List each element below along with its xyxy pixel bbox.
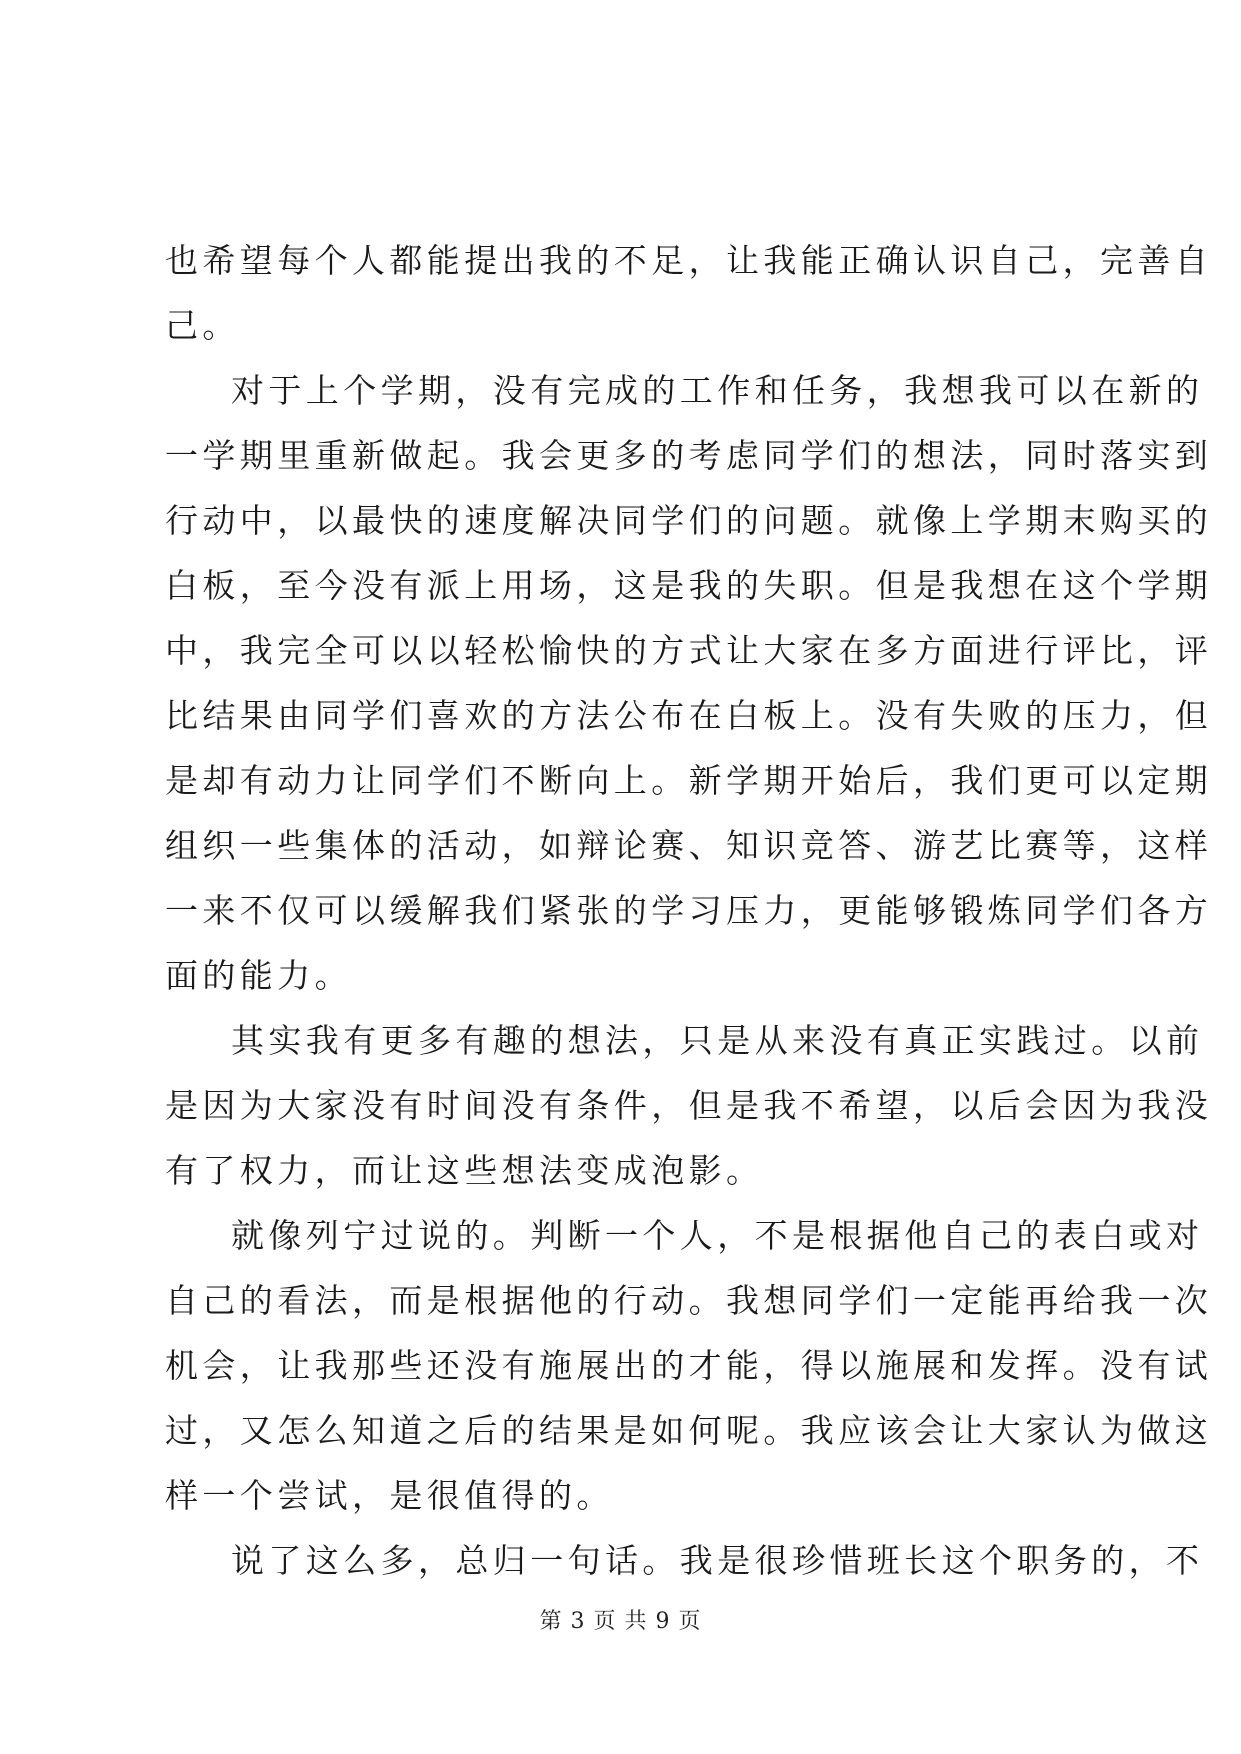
paragraph-start-line: 其实我有更多有趣的想法，只是从来没有真正实践过。以前 [231, 1021, 1204, 1060]
text-line: 白板，至今没有派上用场，这是我的失职。但是我想在这个学期 [165, 566, 1213, 605]
text-line: 一学期里重新做起。我会更多的考虑同学们的想法，同时落实到 [165, 436, 1213, 475]
text-line: 行动中，以最快的速度解决同学们的问题。就像上学期末购买的 [165, 501, 1213, 540]
text-line: 是却有动力让同学们不断向上。新学期开始后，我们更可以定期 [165, 761, 1213, 800]
text-line: 也希望每个人都能提出我的不足，让我能正确认识自己，完善自 [165, 241, 1213, 280]
paragraph-start-line: 对于上个学期，没有完成的工作和任务，我想我可以在新的 [231, 371, 1204, 410]
text-line: 一来不仅可以缓解我们紧张的学习压力，更能够锻炼同学们各方 [165, 891, 1213, 930]
page-number-footer: 第 3 页 共 9 页 [539, 1609, 702, 1634]
text-line: 自己的看法，而是根据他的行动。我想同学们一定能再给我一次 [165, 1281, 1213, 1320]
text-line: 面的能力。 [165, 956, 352, 995]
text-line: 机会，让我那些还没有施展出的才能，得以施展和发挥。没有试 [165, 1346, 1213, 1385]
text-line: 己。 [165, 306, 240, 345]
paragraph-start-line: 说了这么多，总归一句话。我是很珍惜班长这个职务的，不 [231, 1541, 1204, 1580]
paragraph-start-line: 就像列宁过说的。判断一个人，不是根据他自己的表白或对 [231, 1216, 1204, 1255]
text-line: 样一个尝试，是很值得的。 [165, 1476, 614, 1515]
text-line: 是因为大家没有时间没有条件，但是我不希望，以后会因为我没 [165, 1086, 1213, 1125]
text-line: 中，我完全可以以轻松愉快的方式让大家在多方面进行评比，评 [165, 631, 1213, 670]
text-line: 组织一些集体的活动，如辩论赛、知识竞答、游艺比赛等，这样 [165, 826, 1213, 865]
text-line: 过，又怎么知道之后的结果是如何呢。我应该会让大家认为做这 [165, 1411, 1213, 1450]
text-line: 有了权力，而让这些想法变成泡影。 [165, 1151, 764, 1190]
text-line: 比结果由同学们喜欢的方法公布在白板上。没有失败的压力，但 [165, 696, 1213, 735]
